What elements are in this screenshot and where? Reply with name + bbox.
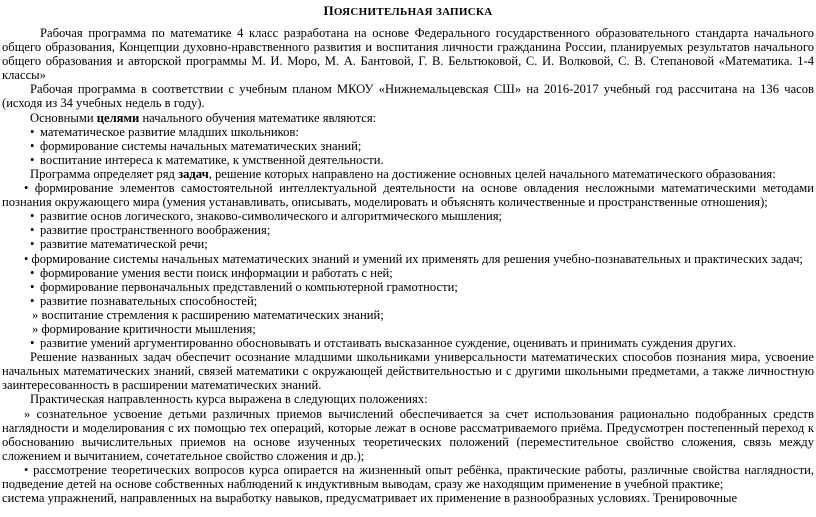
bullet-icon: • bbox=[30, 265, 35, 280]
bullet-icon: • bbox=[30, 223, 35, 238]
title-rest: ОЯСНИТЕЛЬНАЯ ЗАПИСКА bbox=[333, 6, 493, 18]
list-item: • развитие познавательных способностей; bbox=[30, 293, 258, 308]
tasks-post: , решение которых направлено на достижение основных целей начального математического образования: bbox=[208, 166, 776, 181]
goals-post: начального обучения математике являются: bbox=[139, 110, 377, 125]
bullet-icon: • bbox=[30, 279, 35, 294]
list-item: • формирование элементов самостоятельной интеллектуальной деятельности на основе овладения несложными математическими методами познания окружающего мира (умения устанавливать, описывать, моделировать и объяснять количественные и пространственные отношения); bbox=[2, 181, 814, 210]
list-item: • формирование системы начальных математических знаний; bbox=[30, 138, 362, 153]
tasks-heading bbox=[2, 167, 814, 181]
list-item: • развитие основ логического, знаково-символического и алгоритмического мышления; bbox=[30, 209, 502, 224]
list-item: • развитие умений аргументированно обосновывать и отстаивать высказанное суждение, оценивать и принимать суждения других. bbox=[30, 336, 737, 351]
list-item: • формирование системы начальных математических знаний и умений их применять для решения учебно-познавательных и практических задач; bbox=[24, 251, 803, 266]
goals-bold: целями bbox=[96, 110, 140, 125]
list-item: • воспитание интереса к математике, к умственной деятельности. bbox=[30, 152, 384, 167]
bullet-icon: • bbox=[30, 138, 35, 153]
list-item: • формирование первоначальных представлений о компьютерной грамотности; bbox=[30, 279, 458, 294]
intro-paragraph: Рабочая программа по математике 4 класс разработана на основе Федерального государственного образовательного стандарта начального общего образования, Концепции духовно-нравственного развития и воспитания личности гражданина России, планируемых результатов начального общего образования и авторской программы М. И. Моро, М. А. Бантовой, Г. В. Бельтюковой, С. И. Волковой, С. В. Степановой «Математика. 1-4 классы» bbox=[2, 26, 814, 83]
list-item: » формирование критичности мышления; bbox=[32, 321, 256, 336]
title-capital: П bbox=[323, 3, 334, 18]
practical-item-1: » сознательное усвоение детьми различных приемов вычислений обеспечивается за счет использования рационально подобранных средств наглядности и моделирования с их помощью тех операций, которые лежат в основе рассматриваемого приёма. Предусмотрен постепенный переход к обоснованию вычислительных приемов на основе изученных теоретических положений (переместительное свойство сложения, связь между сложением и вычитанием, сочетательное свойство сложения и др.); bbox=[2, 406, 814, 463]
tasks-bold: задач bbox=[178, 166, 209, 181]
bullet-icon: • bbox=[30, 293, 35, 308]
plan-paragraph: Рабочая программа в соответствии с учебным планом МКОУ «Нижнемальцевская СШ» на 2016-2017 учебный год рассчитана на 136 часов (исходя из 34 учебных недель в году). bbox=[2, 82, 814, 111]
bullet-icon: • bbox=[30, 209, 35, 224]
practical-heading: Практическая направленность курса выражена в следующих положениях: bbox=[30, 392, 428, 407]
list-item: • формирование умения вести поиск информации и работать с ней; bbox=[30, 265, 393, 280]
bullet-icon: • bbox=[30, 336, 35, 351]
list-item: • развитие пространственного воображения; bbox=[30, 223, 271, 238]
goals-pre: Основными bbox=[30, 110, 97, 125]
bullet-icon: • bbox=[30, 124, 35, 139]
document-page bbox=[2, 0, 814, 505]
goals-heading bbox=[2, 111, 814, 125]
practical-item-2: • рассмотрение теоретических вопросов курса опирается на жизненный опыт ребёнка, практические работы, различные свойства наглядности, подведение детей на основе собственных наблюдений к индуктивным выводам, сразу же находящим применение в учебной практике; bbox=[2, 462, 814, 491]
solution-paragraph: Решение названных задач обеспечит осознание младшими школьниками универсальности математических способов познания мира, усвоение начальных математических знаний, связей математики с окружающей действительностью и с другими школьными предметами, а также личностную заинтересованность в расширении математических знаний. bbox=[2, 350, 814, 393]
page-title bbox=[2, 4, 814, 26]
bullet-icon: • bbox=[30, 237, 35, 252]
list-item: • математическое развитие младших школьников: bbox=[30, 124, 299, 139]
practical-item-3: система упражнений, направленных на выработку навыков, предусматривает их применение в разнообразных условиях. Тренировочные bbox=[2, 491, 738, 506]
tasks-pre: Программа определяет ряд bbox=[30, 166, 179, 181]
bullet-icon: • bbox=[30, 152, 35, 167]
list-item: » воспитание стремления к расширению математических знаний; bbox=[32, 307, 384, 322]
list-item: • развитие математической речи; bbox=[30, 237, 208, 252]
